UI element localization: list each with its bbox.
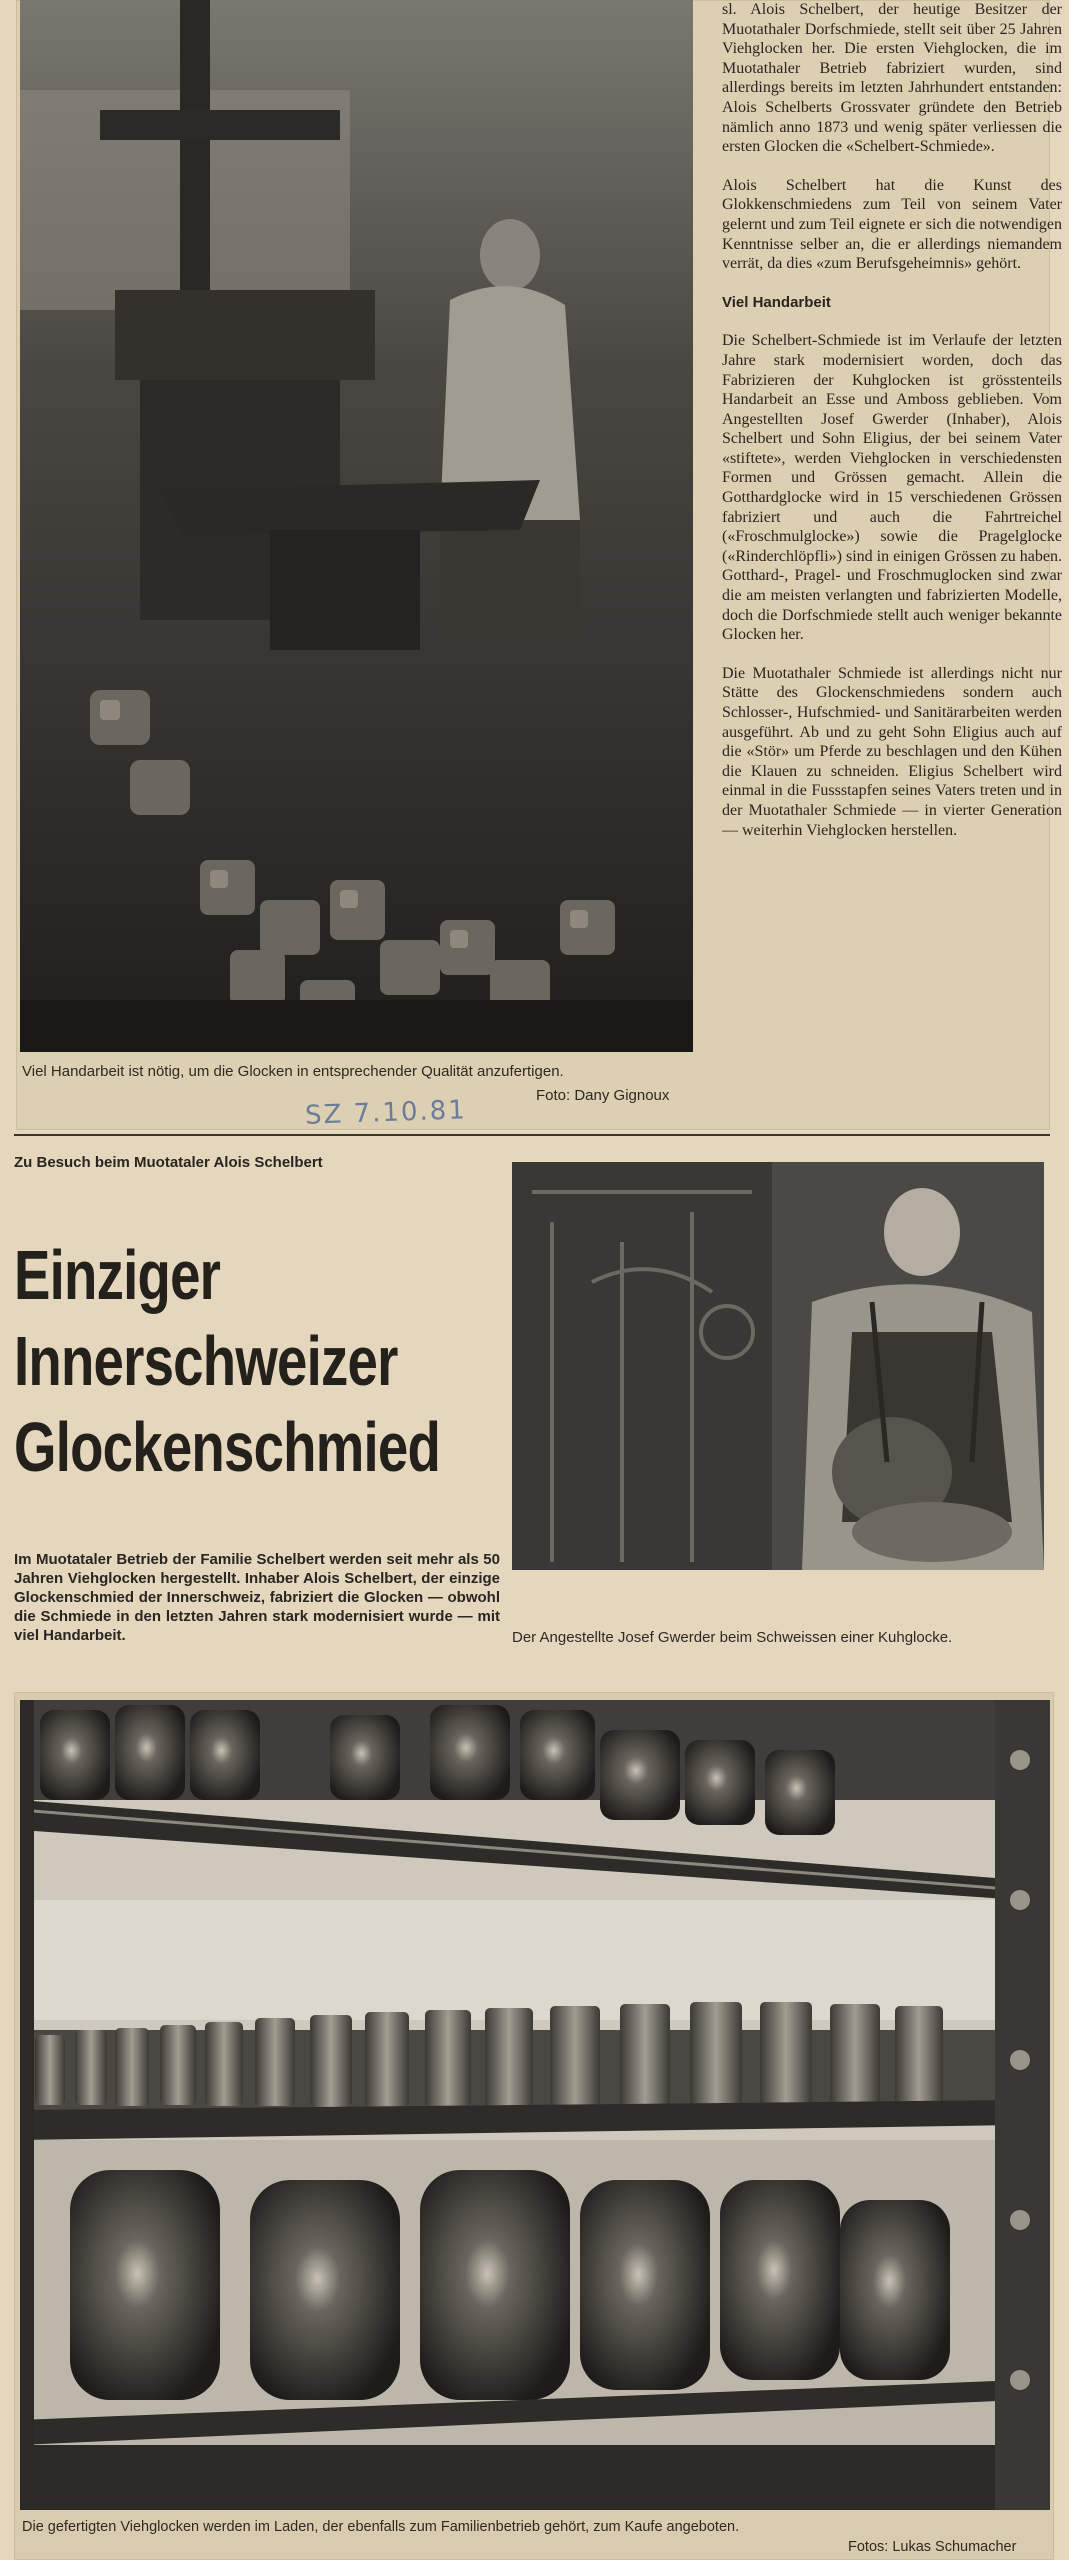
headline <box>14 1232 440 1490</box>
blacksmith-photo-credit: Foto: Dany Gignoux <box>536 1087 670 1104</box>
bells-shop-photo-caption: Die gefertigten Viehglocken werden im Laden, der ebenfalls zum Familienbetrieb gehört, zum Kaufe angeboten. <box>22 2519 740 2535</box>
paragraph-3: Die Schelbert-Schmiede ist im Verlaufe der letzten Jahre stark modernisiert worden, doch das Fabrizieren der Kuhglocken ist grösstenteils Handarbeit an Esse und Amboss geblieben. Vom Angestellten Josef Gwerder (Inhaber), Alois Schelbert und Sohn Eligius, der bei seinem Vater «stiftete», werden Viehglocken in verschiedensten Formen und Grössen gemacht. Allein die Gotthardglocke wird in 15 verschiedenen Grössen fabriziert und auch die Fahrtreichel («Froschmulglocke») sowie die Pragelglocke («Rinderchlöpfli») sind in einigen Grössen zu haben. Gotthard-, Pragel- und Froschmuglocken sind zwar die am meisten verlangten und fabrizierten Modelle, doch die Dorfschmiede stellt auch weniger bekannte Glocken her. <box>722 332 1062 644</box>
paragraph-2: Alois Schelbert hat die Kunst des Glokkenschmiedens zum Teil von seinem Vater gelernt und zum Teil eignete er sich die notwendigen Kenntnisse selber an, die er allerdings niemandem verrät, da dies «zum Berufsgeheimnis» gehört. <box>722 176 1062 273</box>
blacksmith-photo-caption: Viel Handarbeit ist nötig, um die Glocken in entsprechender Qualität anzufertigen. <box>22 1063 564 1080</box>
welder-photo-caption: Der Angestellte Josef Gwerder beim Schweissen einer Kuhglocke. <box>512 1629 953 1646</box>
bells-shop-photo-credit: Fotos: Lukas Schumacher <box>848 2539 1017 2555</box>
subhead: Viel Handarbeit <box>722 293 831 311</box>
headline-line-3: Glockenschmied <box>14 1408 441 1486</box>
top-article-body <box>722 0 1062 859</box>
headline-line-1: Einziger <box>14 1236 221 1314</box>
section-divider <box>14 1134 1050 1136</box>
lead-paragraph: Im Muotataler Betrieb der Familie Schelbert werden seit mehr als 50 Jahren Viehglocken hergestellt. Inhaber Alois Schelbert, der einzige Glockenschmied der Innerschweiz, fabriziert die Glocken — obwohl die Schmiede in den letzten Jahren stark modernisiert wurde — mit viel Handarbeit. <box>14 1551 500 1644</box>
paragraph-4: Die Muotathaler Schmiede ist allerdings nicht nur Stätte des Glockenschmiedens sondern auch Schlosser-, Hufschmied- und Sanitärarbeiten werden ausgeführt. Ab und zu geht Sohn Eligius auch auf die «Stör» um Pferde zu beschlagen und den Kühen die Klauen zu schneiden. Eligius Schelbert wird einmal in die Fussstapfen seines Vaters treten und in der Muotathaler Schmiede — in vierter Generation — weiterhin Viehglocken herstellen. <box>722 664 1062 839</box>
handwritten-date-note: SZ 7.10.81 <box>304 1095 468 1131</box>
headline-line-2: Innerschweizer <box>14 1322 398 1400</box>
kicker: Zu Besuch beim Muotataler Alois Schelbert <box>14 1154 323 1171</box>
blacksmith-photo <box>20 0 693 1052</box>
paragraph-1: sl. Alois Schelbert, der heutige Besitzer der Muotathaler Dorfschmiede, stellt seit über 25 Jahren Viehglocken her. Die ersten Viehglocken, die im Muotathaler Betrieb fabriziert wurden, sind allerdings bereits im letzten Jahrhundert entstanden: Alois Schelberts Grossvater gründete den Betrieb nämlich anno 1873 und wenig später verliessen die ersten Glocken die «Schelbert-Schmiede». <box>722 1 1062 156</box>
bells-shop-photo <box>20 1700 1050 2510</box>
welder-photo <box>512 1162 1044 1570</box>
